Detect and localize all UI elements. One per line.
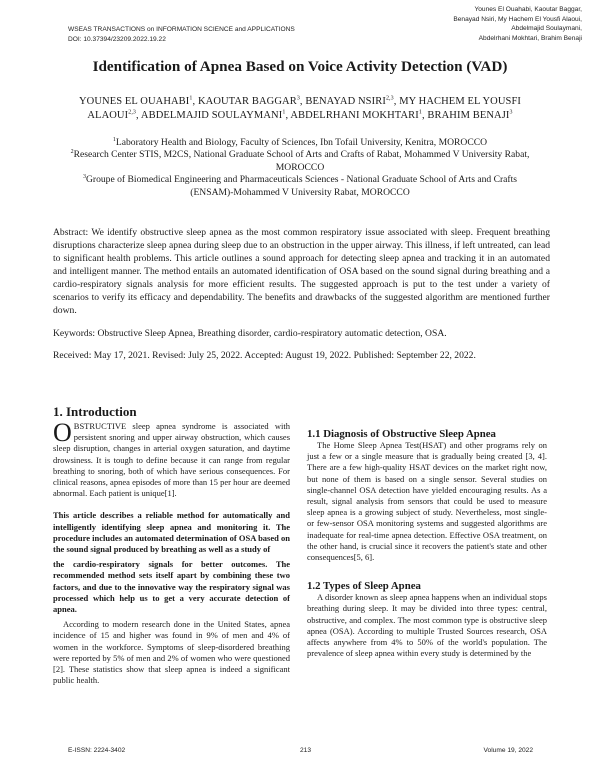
statistics-paragraph: According to modern research done in the United States, apnea incidence of 15 and higher was found in 9% of men and 4% of women in the workforce. Symptoms of sleep-disordered breathing were reported by 5% of men and 2% of women who were questioned [2]. These statistics show that sleep apnea is indeed a significant public health.	[53, 619, 290, 686]
right-column	[307, 428, 547, 659]
author-name: BRAHIM BENAJI	[427, 110, 510, 121]
types-paragraph: A disorder known as sleep apnea happens when an individual stops breathing during sleep. It may be divided into three types: central, obstructive, and complex. The most common type is obstructive sleep apnea (OSA). According to multiple Trusted Sources research, OSA affects anywhere from 4% to 50% of the world's population. The prevalence of sleep apnea within every study is determined by the	[307, 592, 547, 659]
author-name: YOUNES EL OUAHABI	[79, 96, 190, 107]
running-authors-line: Younes El Ouahabi, Kaoutar Baggar,	[474, 6, 582, 13]
keywords: Keywords: Obstructive Sleep Apnea, Breathing disorder, cardio-respiratory automatic detection, OSA.	[53, 328, 447, 339]
journal-name: WSEAS TRANSACTIONS on INFORMATION SCIENCE and APPLICATIONS	[68, 26, 295, 33]
subsection-heading-types: 1.2 Types of Sleep Apnea	[307, 580, 421, 593]
affiliations	[70, 137, 530, 199]
author-affil-sup: 1	[189, 95, 193, 102]
footer-page-number: 213	[300, 747, 312, 754]
intro-paragraph: OBSTRUCTIVE sleep apnea syndrome is associated with persistent snoring and upper airway obstruction, which causes sleep disruption, changes in arterial oxygen saturation, and daytime drowsiness. It is tough to define because it can range from regular breathing to snoring, both of which have serious consequences. For clinical reasons, apnea episodes of more than 15 per hour are deemed abnormal. Each patient is unique[1].	[53, 418, 290, 499]
method-summary-bold-cont: the cardio-respiratory signals for better outcomes. The recommended method sets itself apart by combining these two factors, and due to the innovative way the respiratory signal was processed which help us to get a very accurate detection of apnea.	[53, 559, 290, 615]
author-name: ALAOUI	[87, 110, 129, 121]
author-list: YOUNES EL OUAHABI$^1$, KAOUTAR BAGGAR$^3$, BENAYAD NSIRI$^{2,3}$, MY HACHEM EL YOUSFI ALAOUI$^{2,3}$, ABDELMAJID SOULAYMANI$^1$, ABDELRHANI MOKHTARI$^1$, BRAHIM BENAJI$^3$	[79, 95, 521, 121]
diagnosis-paragraph: The Home Sleep Apnea Test(HSAT) and other programs rely on just a few or a single measure that is gradually being created [3, 4]. There are a few high-quality HSAT devices on the market right now, but none of them is based on a single sensor. Several studies on single-channel OSA detection have yielded encouraging results. As a result, signal analysis from sensors that could be used to measure sleep apnea is a growing subject of study. Nevertheless, most single- or few-sensor OSA monitoring systems and suggested algorithms are inadequate for real-time apnea detection. Effective OSA treatment, on the other hand, is crucial since it recovers the patient's state and other consequences[5, 6].	[307, 440, 547, 563]
affiliation: $^1$Laboratory Health and Biology, Faculty of Sciences, Ibn Tofail University, Kenitra, MOROCCO	[112, 136, 488, 148]
running-authors-line: Abdelrhani Mokhtari, Brahim Benaji	[478, 34, 582, 42]
journal-header	[68, 25, 295, 44]
footer-issn: E-ISSN: 2224-3402	[68, 747, 126, 754]
author-affil-sup: 2,3	[128, 109, 137, 116]
running-authors-line: Abdelmajid Soulaymani,	[511, 25, 582, 32]
author-affil-sup: 3	[509, 109, 513, 116]
running-authors	[372, 5, 582, 43]
affiliation: $^3$Groupe of Biomedical Engineering and Pharmaceuticals Sciences - National Graduate School of Arts and Crafts (ENSAM)-Mohammed V University Rabat, MOROCCO	[82, 174, 518, 198]
author-name: MY HACHEM EL YOUSFI	[399, 96, 521, 107]
running-authors-line: Benayad Nsiri, My Hachem El Yousfi Alaoui,	[453, 15, 582, 23]
publication-dates: Received: May 17, 2021. Revised: July 25, 2022. Accepted: August 19, 2022. Published: September 22, 2022.	[53, 350, 476, 361]
author-affil-sup: 2,3	[385, 95, 394, 102]
footer-volume: Volume 19, 2022	[483, 747, 533, 754]
author-name: ABDELMAJID SOULAYMANI	[140, 110, 283, 121]
drop-cap: O	[53, 418, 72, 447]
author-name: BENAYAD NSIRI	[305, 96, 386, 107]
left-column	[53, 404, 290, 686]
section-heading-introduction: 1. Introduction	[53, 404, 137, 419]
method-summary-bold: This article describes a reliable method for automatically and intelligently identifying sleep apnea and monitoring it. The procedure includes an automated determination of OSA based on the sound signal produced by breathing as well as a study of	[53, 510, 290, 555]
affiliation: $^2$Research Center STIS, M2CS, National Graduate School of Arts and Crafts of Rabat, Mohammed V University Rabat, MOROCCO	[70, 149, 530, 173]
subsection-heading-diagnosis: 1.1 Diagnosis of Obstructive Sleep Apnea	[307, 428, 496, 440]
author-affil-sup: 1	[418, 109, 422, 116]
journal-doi: DOI: 10.37394/23209.2022.19.22	[68, 35, 166, 43]
paper-title: Identification of Apnea Based on Voice Activity Detection (VAD)	[92, 58, 508, 75]
author-affil-sup: 1	[282, 109, 286, 116]
author-name: ABDELRHANI MOKHTARI	[290, 110, 419, 121]
abstract: Abstract: We identify obstructive sleep apnea as the most common respiratory issue associated with sleep. Frequent breathing disruptions characterize sleep apnea during sleep due to an obstruction in the upper airway. This illness, if left untreated, can lead to significant health problems. This article outlines a sound approach for detecting sleep apnea and tracking it in an automated and intelligent manner. The method entails an automated identification of OSA based on the sound signal during breathing and a cardio-respiratory signals analysis for more efficient results. The suggested approach is put to the test under a variety of scenarios to verify its efficacy and dependability. The benefits and drawbacks of the suggested algorithm are mentioned further down.	[53, 227, 550, 316]
author-affil-sup: 3	[296, 95, 300, 102]
author-name: KAOUTAR BAGGAR	[197, 96, 297, 107]
